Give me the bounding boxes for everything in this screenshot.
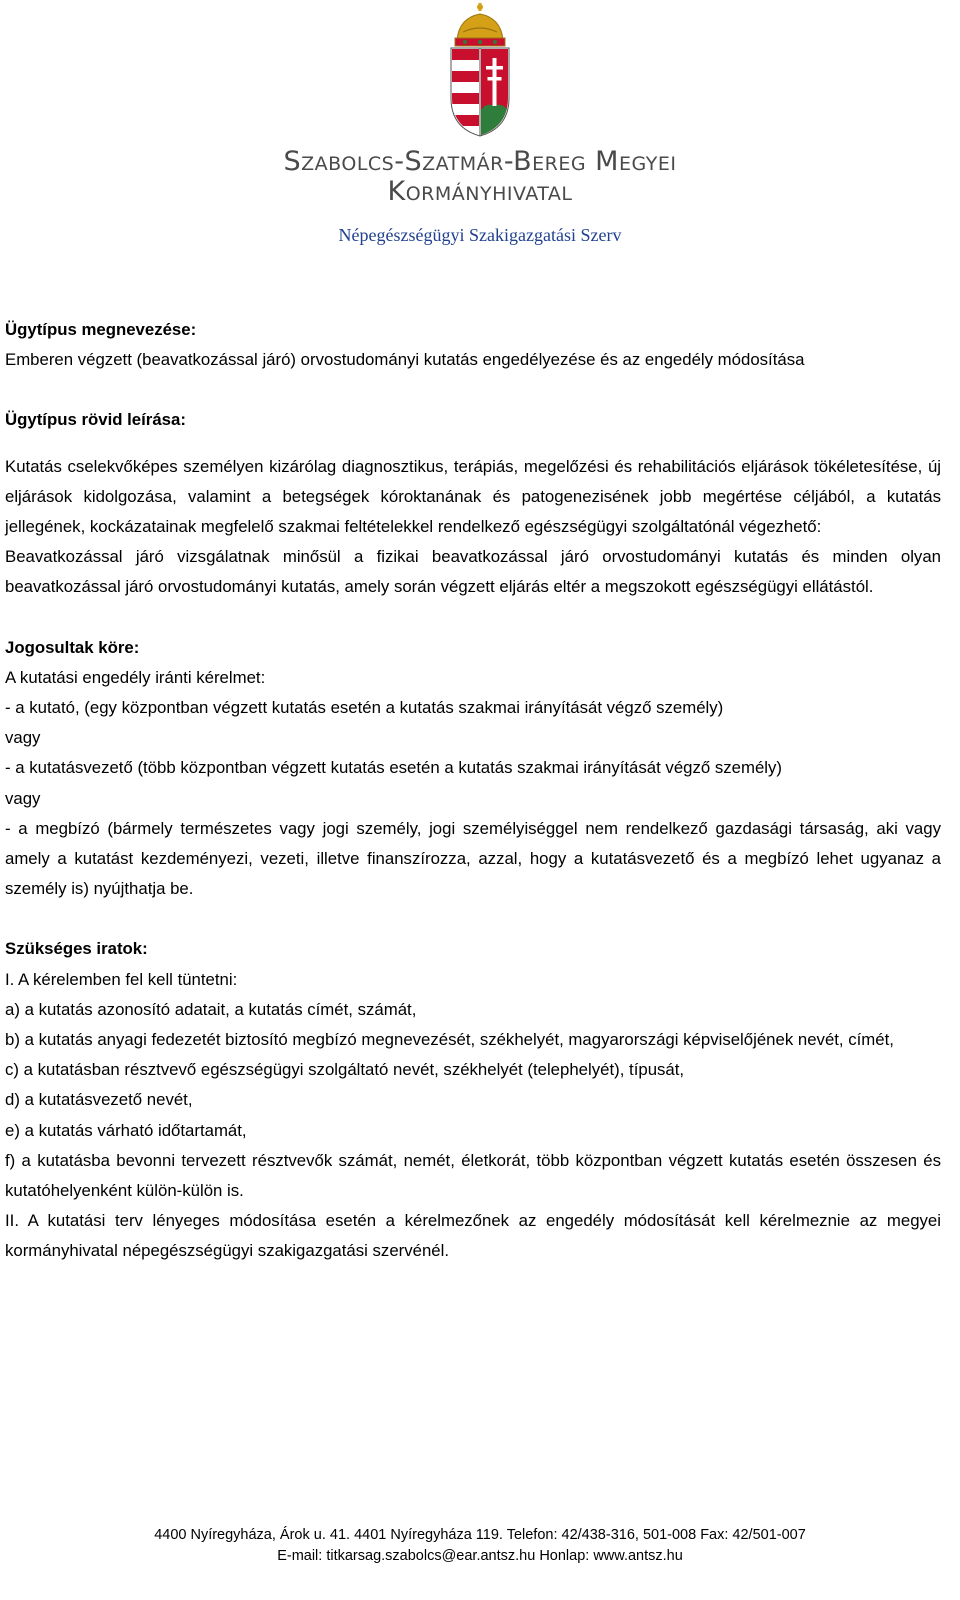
required-item-f: f) a kutatásba bevonni tervezett résztvevők számát, nemét, életkorát, több központban végzett kutatás esetén összesen és kutatóhelyenként külön-külön is. — [5, 1150, 941, 1201]
eligible-parties-heading: Jogosultak köre: — [5, 637, 140, 657]
required-item-a: a) a kutatás azonosító adatait, a kutatás címét, számát, — [5, 999, 417, 1019]
organization-name-line2: Kormányhivatal — [387, 176, 573, 207]
letterhead — [0, 0, 960, 260]
case-type-heading: Ügytípus megnevezése: — [5, 320, 197, 339]
required-documents-intro: I. A kérelemben fel kell tüntetni: — [5, 969, 238, 989]
or-text: vagy — [5, 728, 41, 748]
short-description-heading: Ügytípus rövid leírása: — [5, 410, 186, 430]
short-description-paragraph-2: Beavatkozással járó vizsgálatnak minősül a fizikai beavatkozással járó orvostudományi kutatás és minden olyan beavatkozással járó orvostudományi kutatás, amely során végzett eljárás eltér a megszokott egészségügyi ellátástól. — [5, 547, 941, 597]
required-documents-heading: Szükséges iratok: — [5, 939, 148, 959]
document-body — [5, 315, 941, 1267]
organization-name-line1: Szabolcs-Szatmár-Bereg Megyei — [283, 146, 677, 177]
hungarian-coat-of-arms-icon — [447, 2, 513, 138]
eligible-parties-intro: A kutatási engedély iránti kérelmet: — [5, 667, 266, 687]
required-item-e: e) a kutatás várható időtartamát, — [5, 1120, 247, 1140]
short-description-paragraph-1: Kutatás cselekvőképes személyen kizárólag diagnosztikus, terápiás, megelőzési és rehabilitációs eljárások tökéletesítése, új eljárások kidolgozása, valamint a betegségek kóroktanának és patogenezisének jobb megértése céljából, a kutatás jellegének, kockázatainak megfelelő szakmai feltételekkel rendelkező egészségügyi szolgáltatónál végezhető: — [5, 456, 941, 537]
case-type-text: Emberen végzett (beavatkozással járó) orvostudományi kutatás engedélyezése és az engedély módosítása — [5, 350, 805, 370]
required-item-ii: II. A kutatási terv lényeges módosítása esetén a kérelmezőnek az engedély módosítását kell kérelmeznie az megyei kormányhivatal népegészségügyi szakigazgatási szervénél. — [5, 1211, 941, 1261]
or-text: vagy — [5, 788, 41, 808]
page-footer — [0, 1525, 960, 1567]
eligible-party-research-leader: - a kutatásvezető (több központban végzett kutatás esetén a kutatás szakmai irányítását végző személy) — [5, 758, 783, 778]
footer-contact: E-mail: titkarsag.szabolcs@ear.antsz.hu Honlap: www.antsz.hu — [277, 1548, 683, 1564]
footer-address: 4400 Nyíregyháza, Árok u. 41. 4401 Nyíregyháza 119. Telefon: 42/438-316, 501-008 Fax: 42/501-007 — [154, 1527, 806, 1543]
eligible-party-researcher: - a kutató, (egy központban végzett kutatás esetén a kutatás szakmai irányítását végző személy) — [5, 698, 724, 718]
required-item-c: c) a kutatásban résztvevő egészségügyi szolgáltató nevét, székhelyét (telephelyét), típusát, — [5, 1060, 685, 1080]
organization-subtitle: Népegészségügyi Szakigazgatási Szerv — [338, 225, 622, 245]
required-item-b: b) a kutatás anyagi fedezetét biztosító megbízó megnevezését, székhelyét, magyarországi képviselőjének nevét, címét, — [5, 1030, 894, 1050]
eligible-party-sponsor: - a megbízó (bármely természetes vagy jogi személy, jogi személyiséggel nem rendelkező gazdasági társaság, aki vagy amely a kutatást kezdeményezi, vezeti, illetve finanszírozza, azzal, hogy a kutatásvezető és a megbízó lehet ugyanaz a személy is) nyújthatja be. — [5, 818, 941, 899]
required-item-d: d) a kutatásvezető nevét, — [5, 1090, 193, 1110]
